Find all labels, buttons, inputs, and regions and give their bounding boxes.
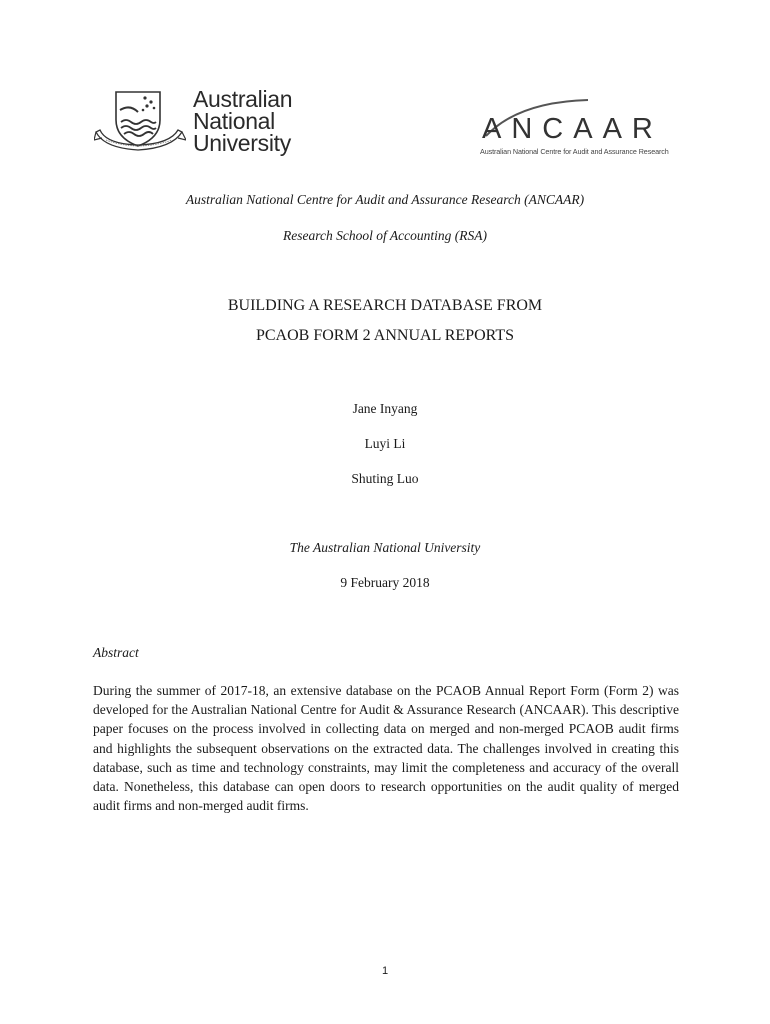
anu-wordmark-line-3: University (193, 130, 291, 156)
anu-wordmark-line-2: National (193, 108, 275, 134)
ancaar-subtitle: Australian National Centre for Audit and Assurance Research (480, 147, 669, 156)
anu-logo (94, 86, 306, 158)
publication-date: 9 February 2018 (340, 575, 430, 590)
abstract-heading: Abstract (93, 645, 139, 660)
paper-title-line-1: BUILDING A RESEARCH DATABASE FROM (227, 297, 543, 314)
abstract-body: During the summer of 2017-18, an extensive database on the PCAOB Annual Report Form (Form 2) was developed for the Australian National Centre for Audit & Assurance Research (ANCAAR). This descriptive paper focuses on the process involved in collecting data on merged and non-merged PCAOB audit firms and highlights the subsequent observations on the extracted data. The challenges involved in creating this database, such as time and technology constraints, may limit the completeness and accuracy of the overall data. Nonetheless, this database can open doors to research opportunities on the audit quality of merged audit firms and non-merged audit firms. (93, 683, 679, 814)
anu-wordmark-line-1: Australian (193, 86, 293, 112)
author-name: Jane Inyang (352, 401, 418, 416)
affiliation: The Australian National University (289, 540, 481, 555)
page-number: 1 (381, 965, 389, 977)
author-name: Shuting Luo (351, 471, 419, 486)
centre-name: Australian National Centre for Audit and Assurance Research (ANCAAR) (185, 192, 585, 207)
ancaar-wordmark: ANCAAR (482, 113, 663, 142)
ancaar-swoosh-icon (478, 96, 678, 142)
anu-crest-icon (94, 86, 186, 156)
anu-wordmark (193, 88, 292, 154)
paper-title-line-2: PCAOB FORM 2 ANNUAL REPORTS (255, 327, 515, 344)
author-name: Luyi Li (364, 436, 406, 451)
ancaar-logo (478, 96, 678, 162)
school-name: Research School of Accounting (RSA) (283, 228, 487, 243)
